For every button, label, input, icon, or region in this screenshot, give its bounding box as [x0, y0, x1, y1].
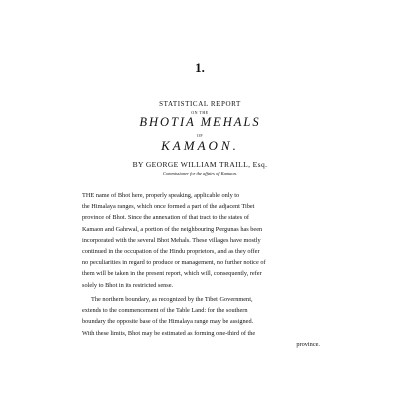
paragraph-line: The northern boundary, as recognized by the Tibet Government,	[91, 296, 253, 303]
paragraph-line: them will be taken in the present report, which will, consequently, refer	[82, 270, 262, 278]
paragraph-line: incorporated with the several Bhot Mehals. These villages have mostly	[82, 236, 261, 244]
author-role: Commissioner for the affairs of Kamaon.	[162, 171, 237, 176]
title-connector-of: OF	[196, 133, 204, 138]
report-label: STATISTICAL REPORT	[159, 100, 241, 108]
paragraph-line: no peculiarities in regard to produce or management, no further notice of	[82, 259, 266, 267]
paragraph-line: continued in the occupation of the Hindu proprietors, and as they offer	[82, 247, 260, 255]
author-line: BY GEORGE WILLIAM TRAILL, Esq.	[132, 160, 268, 169]
paragraph-line: province of Bhot. Since the annexation of that tract to the states of	[82, 214, 249, 222]
body-paragraph-1	[82, 190, 322, 291]
paragraph-line: the Himalaya ranges, which once formed a part of the adjacent Tibet	[82, 203, 255, 211]
paragraph-line: With these limits, Bhot may be estimated as forming one-third of the	[82, 329, 256, 337]
paragraph-line: Kamaon and Gahrwal, a portion of the neighbouring Pergunas has been	[82, 225, 263, 233]
paragraph-line: extends to the commencement of the Table Land: for the southern	[82, 307, 248, 315]
paragraph-tail: province.	[296, 340, 320, 348]
paragraph-line: boundary the opposite base of the Himalaya range may be assigned.	[82, 318, 254, 326]
report-region: KAMAON.	[161, 138, 239, 153]
body-paragraph-2	[82, 294, 322, 350]
title-connector-on-the: ON THE	[191, 110, 209, 115]
paragraph-line: solely to Bhot in its restricted sense.	[82, 281, 174, 289]
report-title: BHOTIA MEHALS	[139, 115, 261, 129]
paragraph-line: THE name of Bhot here, properly speaking, applicable only to	[82, 192, 240, 199]
page-number: 1.	[195, 60, 205, 75]
